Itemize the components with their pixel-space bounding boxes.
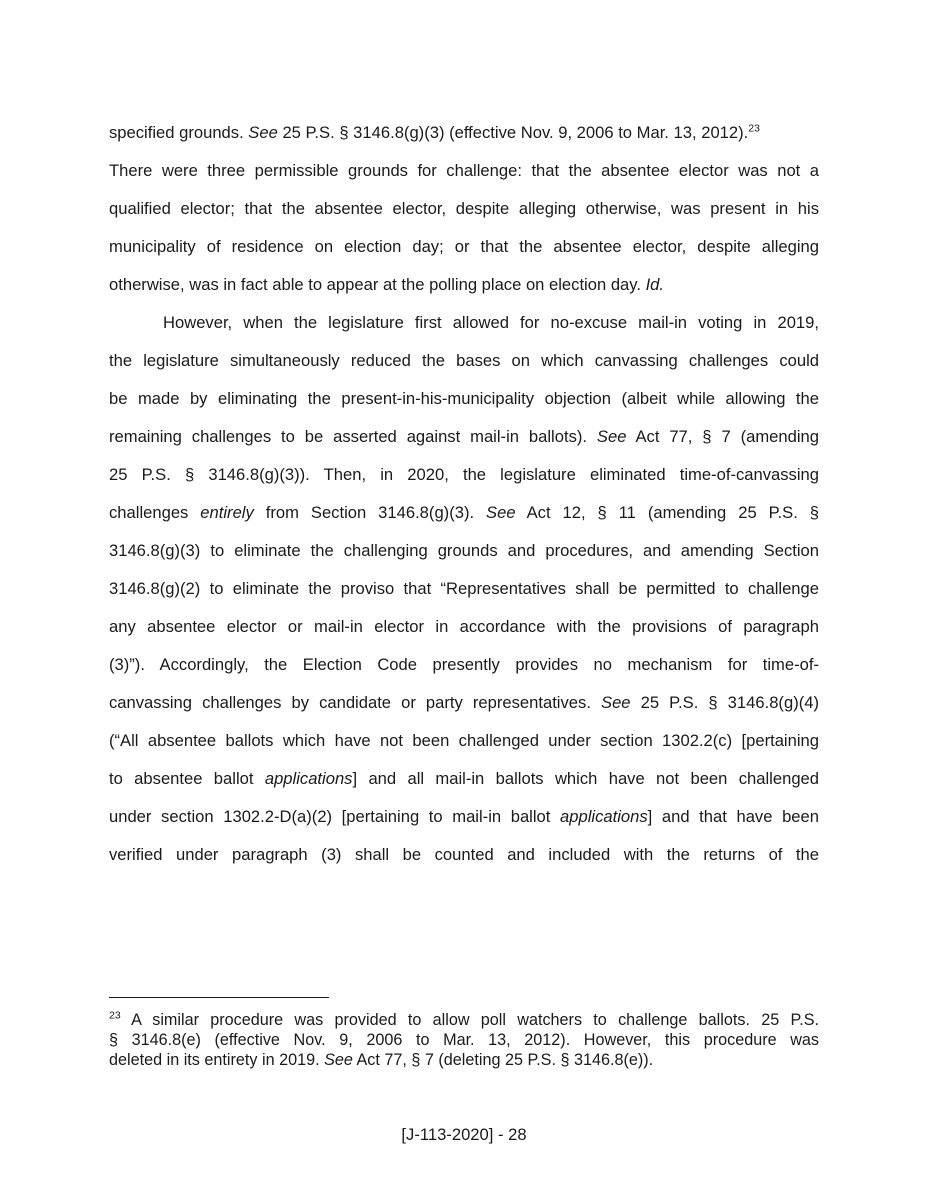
body-line-5: otherwise, was in fact able to appear at the polling place on election day. Id. [109, 275, 665, 294]
footnote-line-1: $^{23}$ A similar procedure was provided to allow poll watchers to challenge ballots. 25 P.S. [109, 1009, 819, 1029]
page-footer: [J-113-2020] - 28 [401, 1125, 527, 1144]
body-line-9: remaining challenges to be asserted against mail-in ballots). See Act 77, § 7 (amending [109, 427, 819, 446]
body-line-12: 3146.8(g)(3) to eliminate the challenging grounds and procedures, and amending Section [109, 541, 819, 560]
body-line-3: qualified elector; that the absentee elector, despite alleging otherwise, was present in his [109, 199, 819, 218]
footnote-marker: 23 [109, 1009, 121, 1022]
body-line-18: to absentee ballot applications] and all mail-in ballots which have not been challenged [109, 769, 819, 788]
body-line-4: municipality of residence on election day; or that the absentee elector, despite alleging [109, 237, 819, 256]
body-line-11: challenges entirely from Section 3146.8(g)(3). See Act 12, § 11 (amending 25 P.S. § [109, 503, 819, 522]
footnote-line-2: § 3146.8(e) (effective Nov. 9, 2006 to Mar. 13, 2012). However, this procedure was [109, 1031, 819, 1049]
body-line-7: the legislature simultaneously reduced the bases on which canvassing challenges could [109, 351, 819, 370]
footnote-line-3: deleted in its entirety in 2019. See Act 77, § 7 (deleting 25 P.S. § 3146.8(e)). [109, 1051, 654, 1069]
body-line-15: (3)”). Accordingly, the Election Code presently provides no mechanism for time-of- [109, 655, 819, 674]
body-line-17: (“All absentee ballots which have not been challenged under section 1302.2(c) [pertaining [109, 731, 819, 750]
body-line-8: be made by eliminating the present-in-his-municipality objection (albeit while allowing the [109, 389, 819, 408]
footnote-reference[interactable]: 23 [748, 122, 760, 135]
body-line-19: under section 1302.2-D(a)(2) [pertaining to mail-in ballot applications] and that have been [109, 807, 819, 826]
body-line-20: verified under paragraph (3) shall be counted and included with the returns of the [109, 845, 819, 864]
body-line-14: any absentee elector or mail-in elector in accordance with the provisions of paragraph [109, 617, 819, 636]
body-line-13: 3146.8(g)(2) to eliminate the proviso that “Representatives shall be permitted to challenge [109, 579, 819, 598]
body-line-2: There were three permissible grounds for challenge: that the absentee elector was not a [109, 161, 819, 180]
body-line-6: However, when the legislature first allowed for no-excuse mail-in voting in 2019, [163, 313, 819, 332]
body-line-1: specified grounds. See 25 P.S. § 3146.8(g)(3) (effective Nov. 9, 2006 to Mar. 13, 2012).$^{23}$ [109, 122, 760, 142]
body-line-16: canvassing challenges by candidate or party representatives. See 25 P.S. § 3146.8(g)(4) [109, 693, 819, 712]
body-line-10: 25 P.S. § 3146.8(g)(3)). Then, in 2020, the legislature eliminated time-of-canvassing [109, 465, 819, 484]
footnote-separator [109, 997, 329, 998]
